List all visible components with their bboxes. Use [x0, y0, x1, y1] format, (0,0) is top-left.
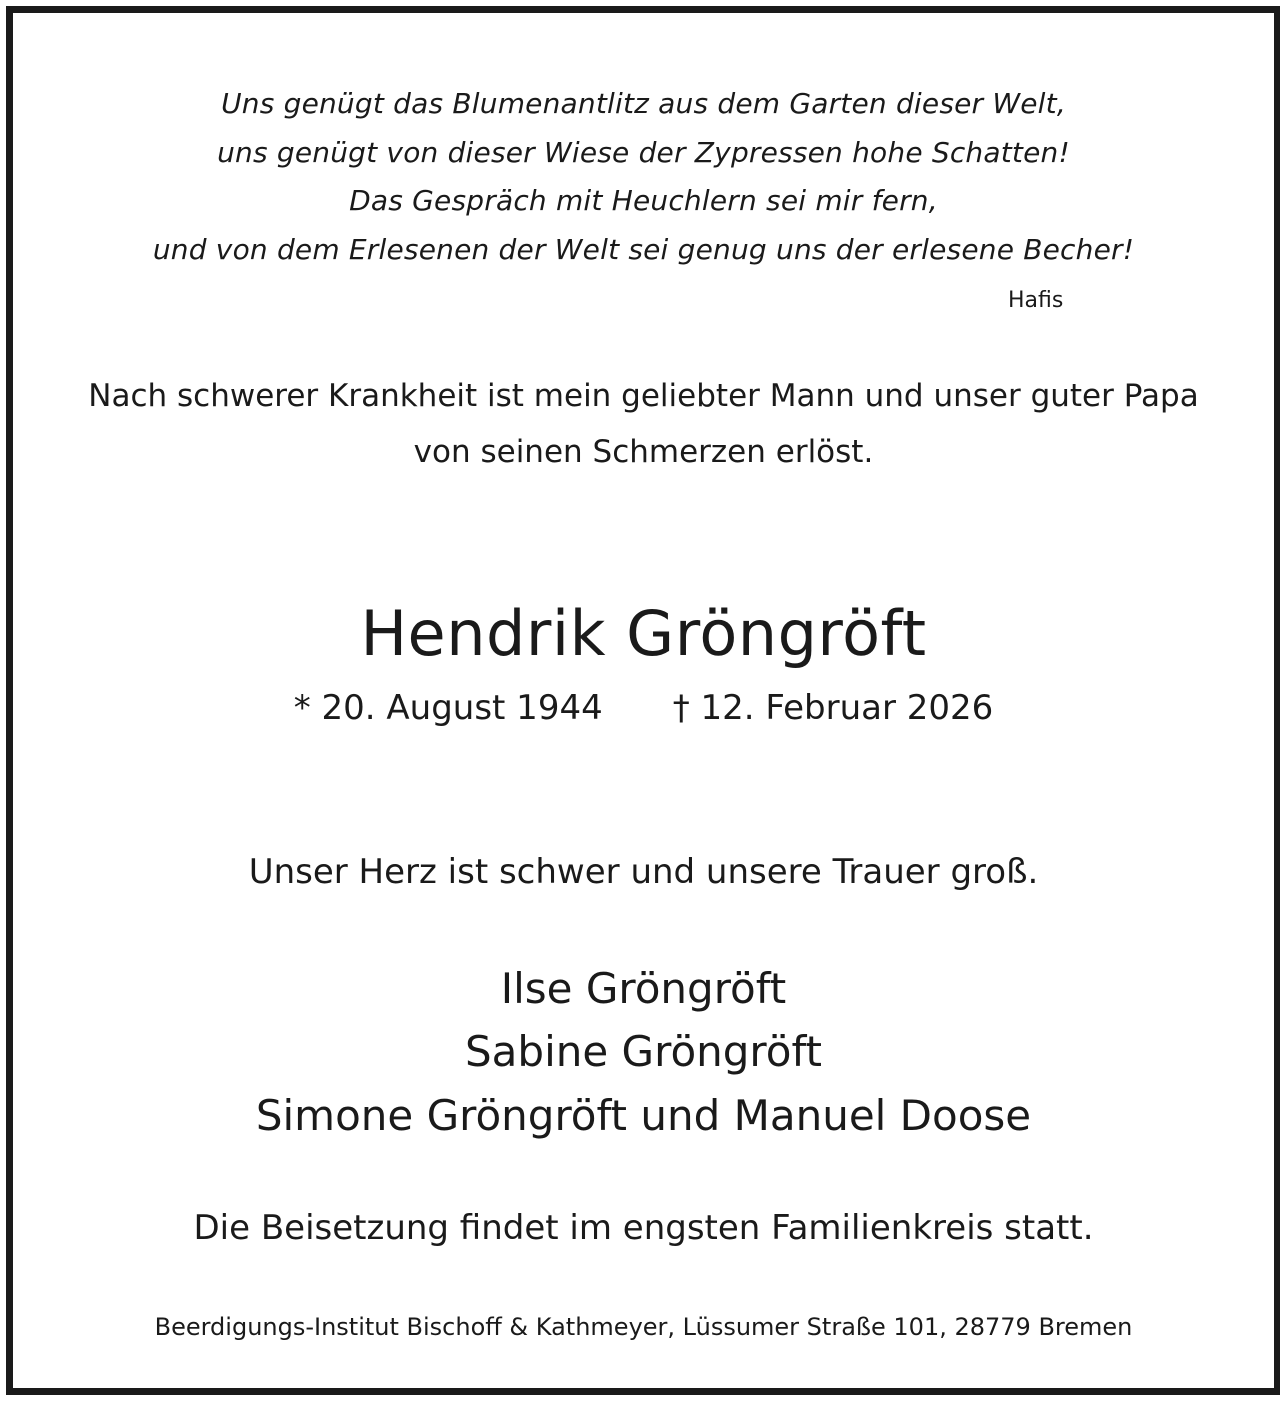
- poem-line-2: uns genügt von dieser Wiese der Zypressen hohe Schatten!: [217, 136, 1070, 169]
- obituary-notice: [6, 6, 1280, 1395]
- birth-date: * 20. August 1944: [293, 688, 603, 728]
- mourner-1: Ilse Gröngröft: [500, 964, 787, 1013]
- mourner-2: Sabine Gröngröft: [465, 1027, 822, 1076]
- poem-line-1: Uns genügt das Blumenantlitz aus dem Garten dieser Welt,: [221, 87, 1066, 120]
- poem-line-4: und von dem Erlesenen der Welt sei genug uns der erlesene Becher!: [152, 233, 1135, 266]
- poem-line-3: Das Gespräch mit Heuchlern sei mir fern,: [349, 184, 938, 217]
- deceased-name: Hendrik Gröngröft: [360, 597, 927, 670]
- mourner-3: Simone Gröngröft und Manuel Doose: [255, 1091, 1032, 1140]
- poem-author: Hafis: [1008, 288, 1064, 313]
- undertaker-info: Beerdigungs-Institut Bischoff & Kathmeyer, Lüssumer Straße 101, 28779 Bremen: [154, 1313, 1133, 1341]
- death-date: † 12. Februar 2026: [672, 688, 994, 728]
- intro-line-1: Nach schwerer Krankheit ist mein geliebter Mann und unser guter Papa: [88, 378, 1199, 414]
- grief-text: Unser Herz ist schwer und unsere Trauer groß.: [248, 852, 1039, 892]
- burial-note: Die Beisetzung findet im engsten Familienkreis statt.: [193, 1208, 1094, 1248]
- intro-line-2: von seinen Schmerzen erlöst.: [413, 434, 874, 470]
- life-dates: [13, 688, 1274, 728]
